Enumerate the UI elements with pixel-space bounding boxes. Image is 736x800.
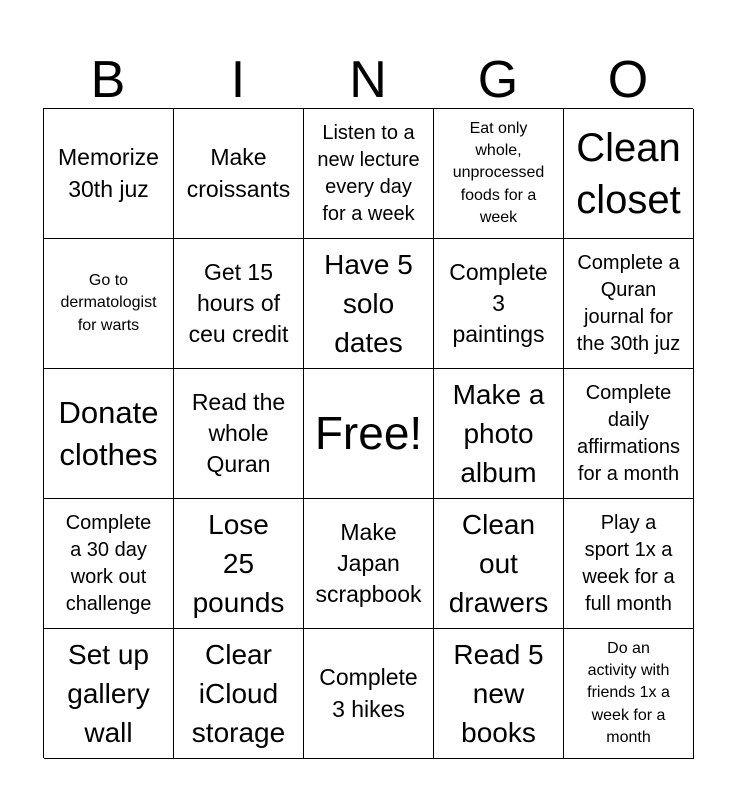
cell-text: Make croissants <box>186 144 291 202</box>
bingo-cell-r2c5[interactable] <box>564 239 694 369</box>
cell-text: Clean out drawers <box>448 508 549 619</box>
bingo-cell-r1c2[interactable] <box>174 109 304 239</box>
cell-text: Read 5 new books <box>453 638 544 749</box>
bingo-cell-r2c1[interactable] <box>44 239 174 369</box>
header-letter-n: N <box>349 51 387 109</box>
bingo-cell-r4c2[interactable] <box>174 499 304 629</box>
free-space-label: Free! <box>314 406 423 459</box>
bingo-cell-r4c1[interactable] <box>44 499 174 629</box>
bingo-board <box>43 108 693 758</box>
cell-text: Get 15 hours of ceu credit <box>188 258 289 348</box>
cell-text: Make Japan scrapbook <box>315 518 422 608</box>
bingo-cell-r5c3[interactable] <box>304 629 434 759</box>
free-space-cell[interactable] <box>304 369 434 499</box>
header-letter-g: G <box>477 51 519 109</box>
bingo-header <box>43 44 693 108</box>
cell-text: Read the whole Quran <box>191 388 286 478</box>
bingo-cell-r2c2[interactable] <box>174 239 304 369</box>
bingo-cell-r2c3[interactable] <box>304 239 434 369</box>
bingo-cell-r3c1[interactable] <box>44 369 174 499</box>
bingo-cell-r3c5[interactable] <box>564 369 694 499</box>
cell-text: Make a photo album <box>452 378 545 489</box>
header-letter-i: I <box>230 51 246 109</box>
cell-text: Clean closet <box>576 125 681 222</box>
cell-text: Do an activity with friends 1x a week for a month <box>587 639 670 747</box>
cell-text: Complete a Quran journal for the 30th juz <box>576 251 681 355</box>
bingo-cell-r1c1[interactable] <box>44 109 174 239</box>
cell-text: Eat only whole, unprocessed foods for a week <box>452 119 545 227</box>
bingo-cell-r4c5[interactable] <box>564 499 694 629</box>
cell-text: Play a sport 1x a week for a full month <box>582 511 675 615</box>
cell-text: Complete a 30 day work out challenge <box>65 511 152 615</box>
cell-text: Donate clothes <box>58 394 159 472</box>
bingo-cell-r4c3[interactable] <box>304 499 434 629</box>
cell-text: Go to dermatologist for warts <box>60 271 157 334</box>
bingo-cell-r5c5[interactable] <box>564 629 694 759</box>
bingo-cell-r4c4[interactable] <box>434 499 564 629</box>
bingo-cell-r1c3[interactable] <box>304 109 434 239</box>
bingo-cell-r3c2[interactable] <box>174 369 304 499</box>
bingo-cell-r1c4[interactable] <box>434 109 564 239</box>
bingo-cell-r5c1[interactable] <box>44 629 174 759</box>
header-letter-b: B <box>90 51 126 109</box>
bingo-cell-r3c4[interactable] <box>434 369 564 499</box>
header-letter-o: O <box>607 51 649 109</box>
cell-text: Complete 3 paintings <box>449 258 548 348</box>
cell-text: Set up gallery wall <box>67 638 150 749</box>
cell-text: Clear iCloud storage <box>191 638 286 749</box>
bingo-cell-r1c5[interactable] <box>564 109 694 239</box>
bingo-cell-r5c4[interactable] <box>434 629 564 759</box>
cell-text: Have 5 solo dates <box>324 248 413 359</box>
bingo-cell-r2c4[interactable] <box>434 239 564 369</box>
cell-text: Memorize 30th juz <box>58 144 159 202</box>
cell-text: Listen to a new lecture every day for a week <box>317 121 420 225</box>
bingo-cell-r5c2[interactable] <box>174 629 304 759</box>
cell-text: Lose 25 pounds <box>192 508 285 619</box>
cell-text: Complete daily affirmations for a month <box>576 381 680 485</box>
cell-text: Complete 3 hikes <box>319 664 418 722</box>
